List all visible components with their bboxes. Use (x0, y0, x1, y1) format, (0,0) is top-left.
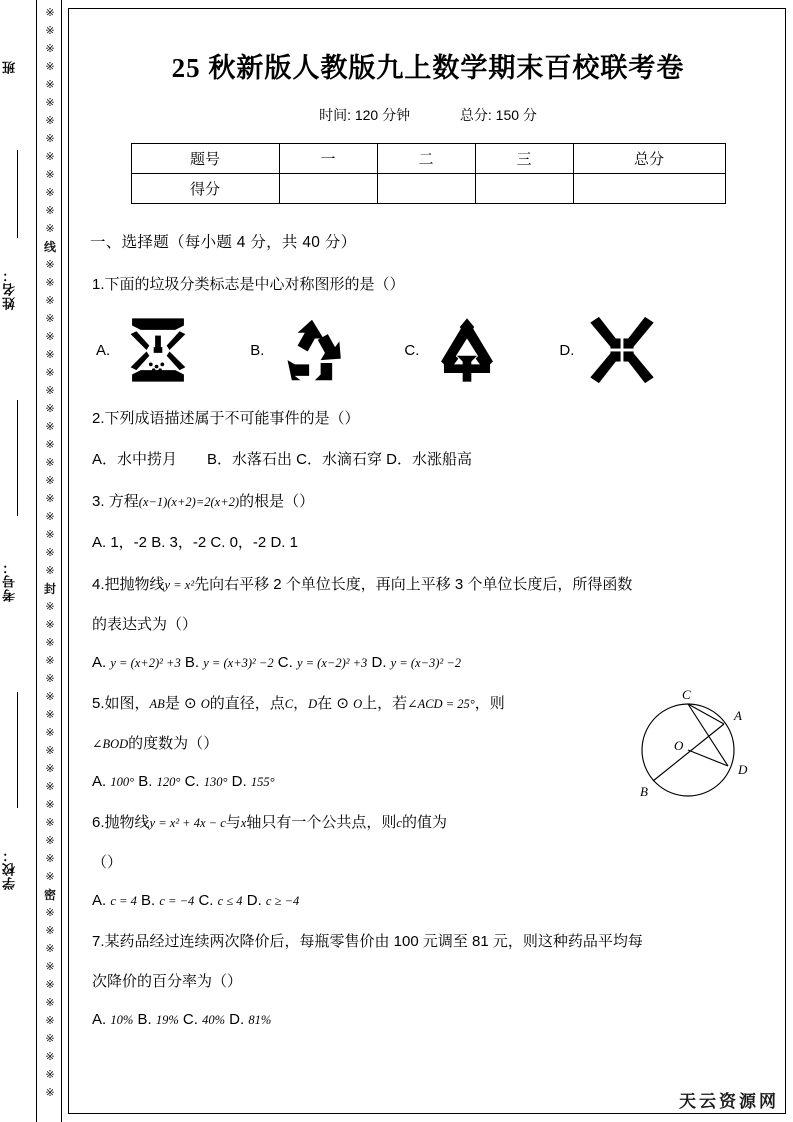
q5-number: 5. (92, 695, 105, 712)
seal-mark: ※ (45, 42, 55, 55)
q6-option-d[interactable] (247, 892, 300, 909)
field-school: 学校： (2, 848, 17, 890)
q5-p10: 上，若 (362, 695, 408, 712)
q4-stem-line2: 的表达式为（ (92, 616, 183, 633)
q5-option-a-math: 100° (110, 775, 135, 789)
seal-mark: ※ (45, 960, 55, 973)
q3-equation: (x−1)(x+2)=2(x+2) (138, 495, 240, 509)
seal-mark: ※ (45, 222, 55, 235)
q2-stem-close: ） (344, 410, 360, 427)
seal-mark: ※ (45, 744, 55, 757)
seal-mark: ※ (45, 672, 55, 685)
q4-stem-pre: 把抛物线 (104, 576, 165, 593)
q7-option-b-label: B. (137, 1011, 152, 1028)
seal-mark: ※ (45, 816, 55, 829)
q2-stem: 下列成语描述属于不可能事件的是（ (104, 410, 345, 427)
question-4 (92, 570, 768, 600)
time-label: 时间: 120 分钟 (319, 107, 411, 123)
q6-stem-mid: 与 (225, 814, 241, 831)
label-D: D (738, 762, 748, 777)
field-rule-2 (17, 400, 18, 516)
seal-mark: ※ (45, 924, 55, 937)
total-label: 总分: 150 分 (459, 107, 537, 123)
section-heading: 一、选择题（每小题 4 分，共 40 分） (90, 234, 357, 251)
seal-mark: ※ (45, 456, 55, 469)
seal-mark: ※ (45, 132, 55, 145)
q4-option-b-math: y = (x+3)² −2 (203, 656, 274, 670)
circle-diagram (612, 688, 772, 810)
q5-p6: ， (293, 695, 309, 712)
q5-option-d-math: 155° (250, 775, 275, 789)
seal-char: 线 (43, 240, 56, 254)
seal-mark: ※ (45, 528, 55, 541)
q6-stem-end: 的值为 (401, 814, 447, 831)
q1-stem-close: ） (389, 276, 405, 293)
q6-stem-line2: （ (92, 854, 108, 871)
seal-mark: ※ (45, 1086, 55, 1099)
seal-mark: ※ (45, 96, 55, 109)
q6-option-b-math: c = −4 (159, 894, 195, 908)
q7-option-a-math: 10% (110, 1013, 134, 1027)
cell-一: 一 (279, 144, 377, 174)
q5-stem-close: ） (203, 735, 219, 752)
q7-stem-close: ） (227, 973, 243, 990)
label-C: C (682, 688, 691, 702)
q7-option-d-label: D. (229, 1011, 245, 1028)
q6-option-a[interactable] (92, 892, 137, 909)
seal-mark: ※ (45, 834, 55, 847)
q7-option-d[interactable] (229, 1011, 271, 1028)
seal-mark: ※ (45, 708, 55, 721)
seal-mark: ※ (45, 762, 55, 775)
seal-mark: ※ (45, 78, 55, 91)
exam-meta (88, 105, 768, 125)
q6-option-b-label: B. (141, 892, 156, 909)
q6-option-b[interactable] (141, 892, 194, 909)
q5-point-C: C (284, 697, 294, 711)
seal-mark: ※ (45, 312, 55, 325)
field-rule-3 (17, 692, 18, 808)
q2-number: 2. (92, 410, 105, 427)
q5-option-d-label: D. (231, 773, 247, 790)
q6-option-d-math: c ≥ −4 (265, 894, 300, 908)
q3-number: 3. (92, 493, 105, 510)
question-6-line2 (92, 848, 768, 878)
cell-总分: 总分 (573, 144, 725, 174)
q1-option-b[interactable] (250, 314, 348, 386)
seal-mark: ※ (45, 168, 55, 181)
seal-mark: ※ (45, 150, 55, 163)
seal-char: 密 (43, 888, 56, 902)
q7-stem-line2: 次降价的百分率为（ (92, 973, 228, 990)
recycle-arrows-icon (276, 314, 348, 386)
label-A: A (734, 708, 742, 723)
score-cell-total[interactable] (573, 174, 725, 204)
q5-stem-line2: 的度数为（ (128, 735, 204, 752)
q5-option-b-label: B. (138, 773, 153, 790)
page-title: 25 秋新版人教版九上数学期末百校联考卷 (171, 53, 685, 83)
q4-option-d-label: D. (371, 654, 387, 671)
q4-option-b-label: B. (184, 654, 200, 671)
seal-mark: ※ (45, 402, 55, 415)
q3-stem-pre: 方程 (108, 493, 139, 510)
q4-equation: y = x² (164, 578, 195, 592)
seal-mark: ※ (45, 726, 55, 739)
q1-number: 1. (92, 276, 105, 293)
q4-option-c[interactable] (278, 654, 368, 671)
x-cross-icon (586, 314, 658, 386)
q2-options[interactable]: A．水中捞月 B．水落石出 C．水滴石穿 D．水涨船高 (92, 451, 473, 468)
cell-题号: 题号 (131, 144, 279, 174)
q6-options (92, 892, 768, 909)
q5-p12: ，则 (474, 695, 505, 712)
triangle-arrow-icon (431, 314, 503, 386)
q5-p0: 如图， (104, 695, 150, 712)
q6-option-c[interactable] (198, 892, 242, 909)
seal-mark: ※ (45, 492, 55, 505)
seal-mark: ※ (45, 6, 55, 19)
seal-mark: ※ (45, 636, 55, 649)
q5-option-a-label: A. (92, 773, 107, 790)
question-3 (92, 487, 768, 517)
q1-option-d[interactable] (559, 314, 658, 386)
score-cell-2[interactable] (377, 174, 475, 204)
question-1 (92, 270, 768, 300)
q7-option-c-math: 40% (202, 1013, 225, 1027)
q6-equation: y = x² + 4x − c (149, 816, 226, 830)
score-cell-1[interactable] (279, 174, 377, 204)
seal-mark: ※ (45, 1014, 55, 1027)
question-7-line2 (92, 967, 768, 997)
q5-option-b-math: 120° (156, 775, 181, 789)
q4-stem-close: ） (182, 616, 198, 633)
seal-mark: ※ (45, 24, 55, 37)
q6-stem-pre: 抛物线 (104, 814, 150, 831)
q6-stem-post: 轴只有一个公共点，则 (246, 814, 397, 831)
q4-options (92, 654, 768, 671)
seal-char: 封 (43, 582, 56, 596)
seal-mark: ※ (45, 474, 55, 487)
q5-seg-AB: AB (149, 697, 165, 711)
q6-var-c: c (396, 816, 402, 830)
q6-var-x: x (240, 816, 247, 830)
field-exam-no: 考号： (2, 560, 17, 602)
seal-mark: ※ (45, 510, 55, 523)
q1-option-a-label: A. (96, 341, 111, 359)
score-table (131, 143, 726, 204)
q7-option-c[interactable] (183, 1011, 225, 1028)
q1-stem: 下面的垃圾分类标志是中心对称图形的是（ (104, 276, 390, 293)
seal-mark: ※ (45, 906, 55, 919)
seal-line-strip (36, 0, 62, 1122)
table-row (131, 144, 725, 174)
q6-stem-close: ） (107, 854, 123, 871)
left-margin (0, 0, 64, 1122)
q1-option-icons (96, 314, 768, 386)
q7-option-b[interactable] (137, 1011, 178, 1028)
hourglass-waste-icon (122, 314, 194, 386)
student-info-fields (0, 0, 34, 1122)
seal-mark: ※ (45, 996, 55, 1009)
q5-option-a[interactable] (92, 773, 134, 790)
exam-content (88, 8, 768, 1028)
seal-mark: ※ (45, 384, 55, 397)
q5-angle-acd: ∠ACD = 25° (407, 697, 475, 711)
question-2 (92, 404, 768, 434)
question-7 (92, 927, 768, 957)
q6-number: 6. (92, 814, 105, 831)
field-rule-1 (17, 150, 18, 238)
seal-mark: ※ (45, 798, 55, 811)
seal-mark: ※ (45, 366, 55, 379)
seal-mark: ※ (45, 1032, 55, 1045)
q6-option-d-label: D. (246, 892, 262, 909)
q4-number: 4. (92, 576, 105, 593)
seal-mark: ※ (45, 204, 55, 217)
q5-center-O: O (200, 697, 210, 711)
seal-mark: ※ (45, 654, 55, 667)
q1-option-b-label: B. (250, 341, 265, 359)
q1-option-c[interactable] (404, 314, 503, 386)
q3-option-a[interactable]: A. 1，-2 (92, 534, 148, 551)
q5-option-c[interactable] (185, 773, 228, 790)
q4-option-c-math: y = (x−2)² +3 (296, 656, 368, 670)
q5-angle-bod: ∠BOD (92, 737, 129, 751)
q4-option-a-math: y = (x+2)² +3 (110, 656, 181, 670)
seal-mark: ※ (45, 420, 55, 433)
seal-mark: ※ (45, 348, 55, 361)
q3-option-d[interactable]: D. 1 (270, 534, 298, 551)
q5-option-b[interactable] (138, 773, 180, 790)
seal-mark: ※ (45, 1050, 55, 1063)
seal-mark: ※ (45, 186, 55, 199)
q5-option-d[interactable] (232, 773, 275, 790)
q5-p4: 的直径，点 (209, 695, 285, 712)
seal-mark: ※ (45, 618, 55, 631)
seal-mark: ※ (45, 564, 55, 577)
q5-center-O2: O (353, 697, 363, 711)
q7-option-a-label: A. (92, 1011, 107, 1028)
q5-option-c-label: C. (184, 773, 200, 790)
seal-mark: ※ (45, 1068, 55, 1081)
q7-stem: 某药品经过连续两次降价后，每瓶零售价由 100 元调至 81 元，则这种药品平均每 (104, 933, 643, 950)
question-4-line2 (92, 610, 768, 640)
seal-mark: ※ (45, 978, 55, 991)
q1-option-d-label: D. (559, 341, 575, 359)
q5-p2: 是 ⊙ (164, 695, 201, 712)
q7-option-d-math: 81% (248, 1013, 272, 1027)
watermark: 天云资源网 (679, 1092, 779, 1111)
field-class: 班 (2, 60, 17, 74)
q1-option-c-label: C. (404, 341, 420, 359)
q3-option-c[interactable]: C. 0，-2 (210, 534, 267, 551)
seal-mark: ※ (45, 60, 55, 73)
seal-mark: ※ (45, 330, 55, 343)
seal-mark: ※ (45, 780, 55, 793)
seal-mark: ※ (45, 114, 55, 127)
question-6 (92, 808, 768, 838)
q4-option-d-math: y = (x−3)² −2 (390, 656, 462, 670)
q7-option-a[interactable] (92, 1011, 133, 1028)
table-row (131, 174, 725, 204)
q1-option-a[interactable] (96, 314, 194, 386)
q7-number: 7. (92, 933, 105, 950)
q6-option-a-label: A. (92, 892, 107, 909)
q4-option-a-label: A. (92, 654, 107, 671)
seal-mark: ※ (45, 690, 55, 703)
q6-option-c-label: C. (198, 892, 214, 909)
q5-p8: 在 ⊙ (317, 695, 354, 712)
seal-mark: ※ (45, 600, 55, 613)
seal-mark: ※ (45, 276, 55, 289)
cell-二: 二 (377, 144, 475, 174)
cell-三: 三 (475, 144, 573, 174)
q7-option-b-math: 19% (155, 1013, 179, 1027)
seal-mark: ※ (45, 546, 55, 559)
q4-option-d[interactable] (371, 654, 461, 671)
q6-option-a-math: c = 4 (110, 894, 137, 908)
question-5 (92, 689, 632, 719)
q6-option-c-math: c ≤ 4 (217, 894, 243, 908)
q4-option-b[interactable] (185, 654, 274, 671)
field-name: 姓名： (2, 268, 17, 310)
seal-mark: ※ (45, 438, 55, 451)
q3-option-b[interactable]: B. 3，-2 (151, 534, 207, 551)
q5-option-c-math: 130° (203, 775, 228, 789)
q7-option-c-label: C. (182, 1011, 198, 1028)
seal-mark: ※ (45, 294, 55, 307)
q5-point-D: D (308, 697, 318, 711)
seal-mark: ※ (45, 852, 55, 865)
q4-stem-post: 先向右平移 2 个单位长度，再向上平移 3 个单位长度后，所得函数 (194, 576, 633, 593)
q3-stem-close: ） (299, 493, 315, 510)
seal-mark: ※ (45, 870, 55, 883)
q3-stem-post: 的根是（ (239, 493, 300, 510)
label-B: B (640, 784, 648, 799)
label-O: O (674, 738, 684, 753)
seal-mark: ※ (45, 258, 55, 271)
seal-mark: ※ (45, 942, 55, 955)
q3-options (92, 531, 768, 552)
cell-得分: 得分 (131, 174, 279, 204)
seal-marks (37, 4, 62, 1102)
score-cell-3[interactable] (475, 174, 573, 204)
q7-options (92, 1011, 768, 1028)
q4-option-c-label: C. (277, 654, 293, 671)
q4-option-a[interactable] (92, 654, 181, 671)
